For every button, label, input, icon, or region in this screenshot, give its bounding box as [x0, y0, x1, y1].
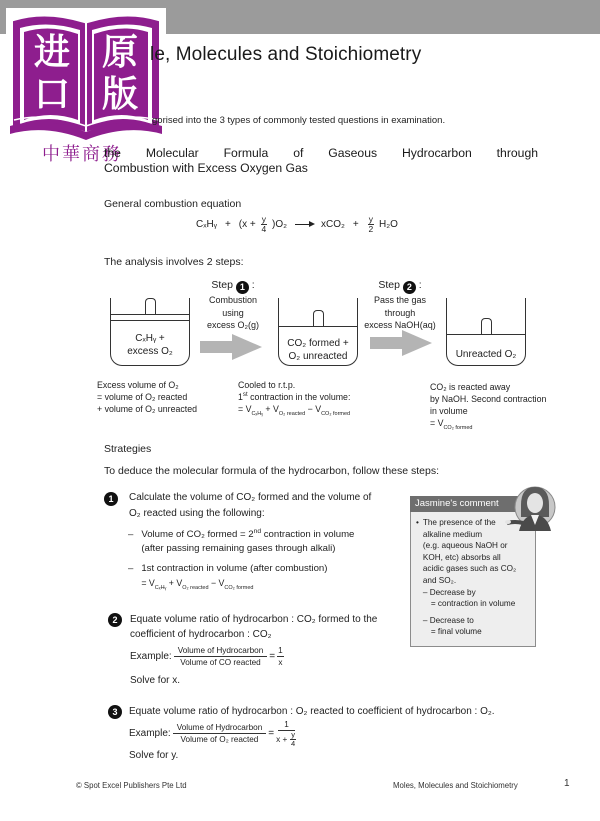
example-fraction: [173, 722, 267, 745]
section-heading: the Molecular Formula of Gaseous Hydrocarbon through: [104, 146, 538, 160]
example-row: [130, 645, 377, 668]
plus-sign: +: [224, 218, 231, 230]
coef-close: )O₂: [271, 218, 287, 230]
content-line: CO₂ formed +: [287, 338, 349, 349]
logo-char: 版: [101, 74, 138, 115]
text-line: [141, 528, 354, 542]
text: contraction in volume: [261, 529, 355, 540]
step-desc-line: Pass the gas: [373, 295, 427, 305]
text: − V: [305, 404, 322, 414]
frac-den: 4: [291, 739, 296, 748]
logo-char: 进: [33, 32, 70, 73]
text: 1: [238, 392, 243, 402]
content-line: Unreacted O₂: [455, 349, 517, 360]
subscript: CO₂ formed: [443, 424, 473, 431]
logo-left-chars: [28, 32, 76, 116]
strategy-item-2: [130, 612, 377, 688]
colon: :: [418, 279, 422, 291]
page-number: 1: [564, 778, 570, 789]
subscript: O₂ reacted: [278, 410, 306, 417]
caption-line: + volume of O₂ unreacted: [97, 404, 197, 414]
fraction-y-over-4: [261, 215, 267, 234]
frac-num: 1: [278, 646, 283, 655]
reaction-arrow-icon: [295, 224, 313, 225]
step-1-desc: [196, 294, 270, 332]
reactant-hydrocarbon: CₓHᵧ: [196, 218, 217, 230]
jasmine-comment-text: [416, 517, 532, 638]
strategy-item-1: [129, 490, 371, 522]
equals: =: [268, 728, 275, 739]
solve-text: Solve for y.: [129, 750, 179, 761]
step-number-badge: 2: [403, 281, 416, 294]
caption-first-contraction: [238, 379, 350, 415]
frac-num: 1: [278, 719, 295, 731]
content-line: O₂ unreacted: [288, 351, 348, 362]
frac-num: y: [368, 213, 373, 224]
text: = V: [141, 578, 155, 588]
beaker-content: [279, 337, 357, 363]
dash: –: [128, 563, 134, 574]
step-2-label: [362, 279, 438, 332]
text-line: coefficient of hydrocarbon : CO₂: [130, 629, 272, 640]
strategy-bullet-1: [128, 528, 354, 556]
right-arrow-icon: [200, 334, 262, 360]
step-desc-line: using: [222, 307, 244, 318]
water-line: [111, 314, 189, 315]
jasmine-avatar-icon: [505, 483, 561, 533]
right-arrow-icon: [370, 330, 432, 356]
logo-subtitle: 中華商務: [42, 144, 122, 165]
frac-den: 2: [368, 223, 374, 234]
caption-second-contraction: [430, 381, 546, 429]
example-label: Example:: [129, 728, 171, 739]
logo-char: 原: [101, 32, 138, 73]
caption-line: [238, 391, 350, 403]
step-2-desc: [362, 294, 438, 332]
frac-den: Volume of O₂ reacted: [180, 735, 259, 744]
text: − V: [208, 578, 225, 588]
caption-line: by NaOH. Second contraction: [430, 394, 547, 404]
combustion-equation: [196, 212, 398, 236]
bullet-row: [128, 528, 354, 556]
text-line: Equate volume ratio of hydrocarbon : O₂ reacted to coefficient of hydrocarbon : O₂.: [129, 706, 495, 717]
step-badge-2: 2: [108, 613, 122, 627]
page-title: le, Molecules and Stoichiometry: [150, 44, 422, 65]
text-line: and SO₂.: [422, 575, 457, 585]
caption-line: in volume: [430, 406, 468, 416]
example-row: [129, 719, 495, 748]
content-line: CₓHᵧ +: [135, 333, 165, 344]
subscript: O₂ reacted: [182, 584, 209, 591]
solve-text: Solve for x.: [130, 675, 181, 686]
frac-den: 4: [261, 223, 267, 234]
bullet-text: [141, 562, 327, 590]
caption-line: Cooled to r.t.p.: [238, 380, 296, 390]
equals: =: [269, 651, 276, 662]
step-1-label: [196, 279, 270, 332]
gas-tube: [313, 310, 324, 326]
strategy-item-3: [129, 704, 495, 763]
beaker-2: [278, 298, 358, 366]
product-co2: xCO₂: [320, 218, 345, 230]
caption-formula: [238, 403, 350, 415]
superscript: nd: [253, 527, 262, 535]
text: = V: [430, 418, 444, 428]
equation-label: General combustion equation: [104, 198, 242, 210]
superscript: st: [242, 391, 248, 399]
gas-tube: [481, 318, 492, 334]
text-line: Calculate the volume of CO₂ formed and the volume of: [129, 492, 372, 503]
text-line: = contraction in volume: [430, 599, 516, 609]
step-1-heading: [196, 279, 270, 294]
caption-formula: [430, 417, 546, 429]
caption-line: Excess volume of O₂: [97, 380, 179, 390]
strategies-heading: Strategies: [104, 443, 152, 455]
text-line: KOH, etc) absorbs all: [422, 552, 501, 562]
footer-chapter: Moles, Molecules and Stoichiometry: [393, 781, 518, 790]
subscript: CₓHᵧ: [251, 410, 263, 417]
strategies-intro: To deduce the molecular formula of the hydrocarbon, follow these steps:: [104, 465, 440, 477]
rhs-fraction: [277, 645, 284, 668]
text-line: (e.g. aqueous NaOH or: [422, 541, 508, 551]
step-desc-line: excess O₂(g): [206, 320, 259, 330]
caption-line: = volume of O₂ reacted: [97, 392, 188, 402]
water-line: [111, 320, 189, 321]
gas-tube: [145, 298, 156, 314]
text-line: O₂ reacted using the following:: [129, 508, 265, 519]
subscript: CO₂ formed: [224, 584, 254, 591]
text: contraction in the volume:: [247, 392, 351, 402]
frac-den: Volume of CO reacted: [180, 658, 261, 667]
step-badge-1: 1: [104, 492, 118, 506]
step-word: Step: [211, 279, 233, 291]
example-label: Example:: [130, 651, 172, 662]
text: Volume of CO₂ formed = 2: [141, 529, 254, 540]
text: + V: [262, 404, 279, 414]
step-2-heading: [362, 279, 438, 294]
content-line: excess O₂: [127, 346, 173, 357]
bullet-row: [128, 562, 327, 590]
text-line: (after passing remaining gases through alkali): [141, 543, 336, 554]
text-line: = final volume: [430, 627, 482, 637]
step-number-badge: 1: [236, 281, 249, 294]
caption-excess-o2: [97, 379, 197, 415]
bullet-dot: •: [416, 518, 419, 527]
text-line: Equate volume ratio of hydrocarbon : CO₂ formed to the: [130, 614, 378, 625]
footer-copyright: © Spot Excel Publishers Pte Ltd: [76, 781, 187, 790]
logo-right-chars: [96, 32, 144, 116]
text-line: alkaline medium: [422, 529, 483, 539]
text-line: – Decrease by: [422, 587, 476, 597]
step-word: Step: [378, 279, 400, 291]
section-heading-line2: Combustion with Excess Oxygen Gas: [104, 161, 308, 175]
publisher-logo: [6, 8, 166, 168]
water-line: [447, 334, 525, 335]
text-line: The presence of the: [422, 518, 496, 527]
inner-fraction: [290, 731, 296, 748]
colon: :: [251, 279, 255, 291]
logo-char: 口: [33, 74, 70, 115]
text: x +: [276, 735, 288, 744]
comment-bullet: [416, 517, 532, 638]
text-line: acidic gases such as CO₂: [422, 564, 517, 574]
rhs-fraction: [276, 719, 297, 748]
beaker-content: [111, 332, 189, 358]
plus-sign: +: [352, 218, 359, 230]
bullet-content: [423, 517, 516, 638]
formula-line: [141, 576, 327, 590]
beaker-1: [110, 298, 190, 366]
beaker-3: [446, 298, 526, 366]
text: + V: [166, 578, 183, 588]
subscript: CO₂ formed: [321, 410, 351, 417]
step-desc-line: excess NaOH(aq): [364, 320, 436, 330]
text-line: 1st contraction in volume (after combustion): [141, 563, 328, 574]
text-line: – Decrease to: [422, 615, 474, 625]
intro-text: gorised into the 3 types of commonly tested questions in examination.: [152, 115, 446, 126]
fraction-y-over-2: [368, 215, 374, 234]
analysis-intro: The analysis involves 2 steps:: [104, 256, 244, 268]
strategy-bullet-2: [128, 562, 327, 590]
frac-num: Volume of Hydrocarbon: [173, 722, 267, 734]
caption-line: CO₂ is reacted away: [430, 382, 511, 392]
text: = V: [238, 404, 252, 414]
step-desc-line: through: [384, 307, 416, 318]
bullet-text: [141, 528, 354, 556]
step-desc-line: Combustion: [208, 295, 258, 305]
frac-num: Volume of Hydrocarbon: [174, 645, 268, 657]
subscript: CₓHᵧ: [154, 584, 167, 591]
frac-den: x: [278, 658, 283, 667]
step-badge-3: 3: [108, 705, 122, 719]
coef-open: (x +: [238, 218, 256, 230]
product-h2o: H₂O: [378, 218, 398, 230]
water-line: [279, 326, 357, 327]
frac-den: [276, 731, 297, 748]
jasmine-comment-header: Jasmine's comment: [410, 496, 536, 512]
example-fraction: [174, 645, 268, 668]
frac-num: y: [291, 730, 295, 739]
beaker-content: [447, 348, 525, 361]
frac-num: y: [261, 213, 266, 224]
dash: –: [128, 529, 134, 540]
